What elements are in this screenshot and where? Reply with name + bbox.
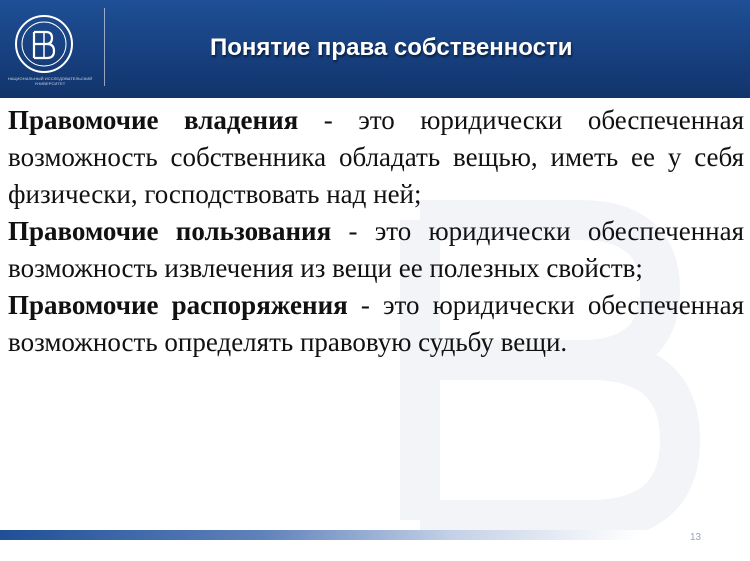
logo-caption: НАЦИОНАЛЬНЫЙ ИССЛЕДОВАТЕЛЬСКИЙ УНИВЕРСИТЕТ xyxy=(7,76,93,86)
term-use: Правомочие пользования xyxy=(8,216,332,246)
slide-title: Понятие права собственности xyxy=(210,34,573,61)
paragraph-possession xyxy=(8,102,744,213)
term-possession: Правомочие владения xyxy=(8,105,299,135)
slide-content xyxy=(8,102,744,361)
university-logo-icon xyxy=(14,14,74,74)
paragraph-use xyxy=(8,213,744,287)
slide-header xyxy=(0,0,750,98)
header-divider xyxy=(104,8,105,86)
footer-bar xyxy=(0,530,750,540)
term-disposal: Правомочие распоряжения xyxy=(8,290,348,320)
definition-use: - это юридически обеспеченная возможность извлечения из вещи ее полезных свойств; xyxy=(8,216,745,283)
page-number: 13 xyxy=(690,532,702,543)
paragraph-disposal xyxy=(8,287,744,361)
definition-disposal: - это юридически обеспеченная возможность определять правовую судьбу вещи. xyxy=(8,290,744,357)
definition-possession: - это юридически обеспеченная возможность собственника обладать вещью, иметь ее у себя физически, господствовать над ней; xyxy=(8,105,744,209)
